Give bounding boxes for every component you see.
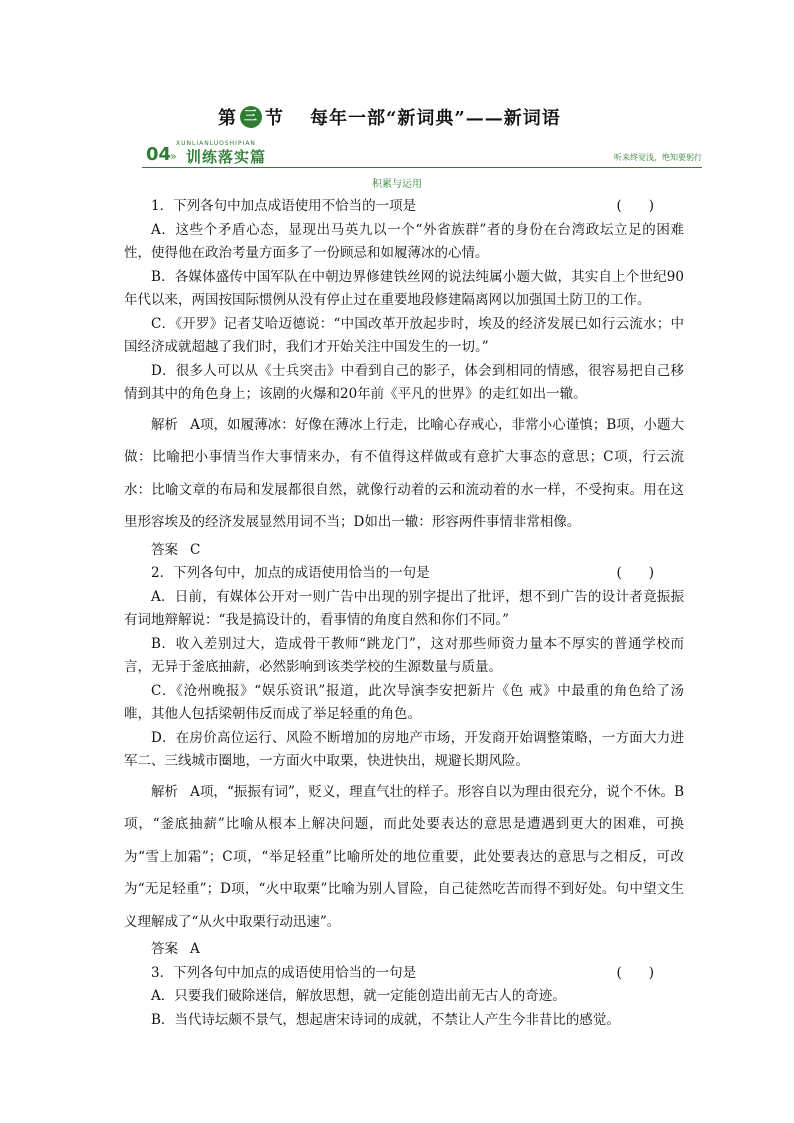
option-a: A．这些个矛盾心态，显现出马英九以一个“外省族群”者的身份在台湾政坛立足的困难性，使得他在政治考量方面多了一份顾忌和如履薄冰的心情。	[124, 221, 684, 261]
answer-label: 答案	[151, 941, 178, 957]
subheading: 积累与运用	[372, 179, 422, 190]
analysis-label: 解析	[151, 783, 179, 800]
title-suffix: 节	[265, 108, 284, 129]
analysis-text: A项，“振振有词”，贬义，理直气壮的样子。形容自以为理由很充分，说个不休。B项，“釜底抽薪”比喻从根本上解决问题，而此处要表达的意思是遭遇到更大的困难，可换为“雪上加霜”；C项，“举足轻重”比喻所处的地位重要，此处要表达的意思与之相反，可改为“无足轻重”；D项，“火中取栗”比喻为别人冒险，自己徒然吃苦而得不到好处。句中望文生义理解成了“从火中取栗行动迅速”。	[124, 783, 684, 930]
question-text: 3．下列各句中加点的成语使用恰当的一句是	[151, 964, 417, 981]
answer-value: C	[190, 541, 201, 558]
title-prefix: 第	[218, 108, 237, 129]
band-pinyin: XUNLIANLUOSHIPIAN	[176, 140, 256, 147]
section-number-badge: 三	[240, 106, 262, 128]
answer-paren: ( )	[616, 198, 654, 214]
option-d: D．很多人可以从《士兵突击》中看到自己的影子，体会到相同的情感，很容易把自己移情到其中的角色身上；该剧的火爆和20年前《平凡的世界》的走红如出一辙。	[124, 362, 684, 402]
question-1-stem	[124, 195, 684, 219]
question-3-stem	[124, 962, 684, 986]
content	[124, 195, 684, 1032]
analysis	[124, 776, 684, 939]
answer-paren: ( )	[616, 964, 654, 981]
answer-paren: ( )	[616, 565, 654, 581]
answer-value: A	[190, 941, 200, 957]
answer	[124, 539, 684, 563]
answer	[124, 938, 684, 962]
band-motto: 听来终觉浅，绝知要躬行	[614, 153, 702, 162]
option-a: A．日前，有媒体公开对一则广告中出现的别字提出了批评，想不到广告的设计者竟振振有词地辩解说：“我是搞设计的，看事情的角度自然和你们不同。”	[124, 588, 684, 628]
option-b: B．收入差别过大，造成骨干教师“跳龙门”，这对那些师资力量本不厚实的普通学校而言，无异于釜底抽薪，必然影响到该类学校的生源数量与质量。	[124, 635, 684, 675]
option-c: C．《开罗》记者艾哈迈德说：“中国改革开放起步时，埃及的经济发展已如行云流水；中国经济成就超越了我们时，我们才开始关注中国发生的一切。”	[124, 315, 684, 355]
option-b: B．各媒体盛传中国军队在中朝边界修建铁丝网的说法纯属小题大做，其实自上个世纪90年代以来，两国按国际惯例从没有停止过在重要地段修建隔离网以加强国土防卫的工作。	[124, 268, 684, 308]
answer-label: 答案	[151, 541, 178, 558]
option-c: C．《沧州晚报》“娱乐资讯”报道，此次导演李安把新片《色 戒》中最重的角色给了汤唯，其他人包括梁朝伟反而成了举足轻重的角色。	[124, 682, 684, 722]
band-divider	[142, 167, 702, 168]
analysis-text: A项，如履薄冰：好像在薄冰上行走，比喻心存戒心，非常小心谨慎；B项，小题大做：比喻把小事情当作大事情来办，有不值得这样做或有意扩大事态的意思；C项，行云流水：比喻文章的布局和发展都很自然，就像行动着的云和流动着的水一样，不受拘束。用在这里形容埃及的经济发展显然用词不当；D如出一辙：形容两件事情非常相像。	[124, 416, 685, 530]
option-a: A．只要我们破除迷信，解放思想，就一定能创造出前无古人的奇迹。	[151, 988, 566, 1004]
question-text: 1．下列各句中加点成语使用不恰当的一项是	[151, 198, 417, 214]
section-band	[142, 140, 702, 174]
option-d: D．在房价高位运行、风险不断增加的房地产市场，开发商开始调整策略，一方面大力进军二、三线城市圈地，一方面火中取栗，快进快出，规避长期风险。	[124, 729, 684, 769]
chevron-icon: »	[170, 150, 177, 163]
option-b: B．当代诗坛颇不景气，想起唐宋诗词的成就，不禁让人产生今非昔比的感觉。	[151, 1011, 620, 1028]
analysis-label: 解析	[151, 416, 179, 433]
question-text: 2．下列各句中，加点的成语使用恰当的一句是	[151, 565, 430, 581]
title-text: 每年一部“新词典”——新词语	[310, 108, 561, 129]
band-number: 04	[146, 144, 172, 165]
analysis	[124, 409, 684, 539]
section-title	[218, 104, 561, 130]
question-2-stem	[124, 562, 684, 586]
band-name: 训练落实篇	[186, 148, 267, 166]
